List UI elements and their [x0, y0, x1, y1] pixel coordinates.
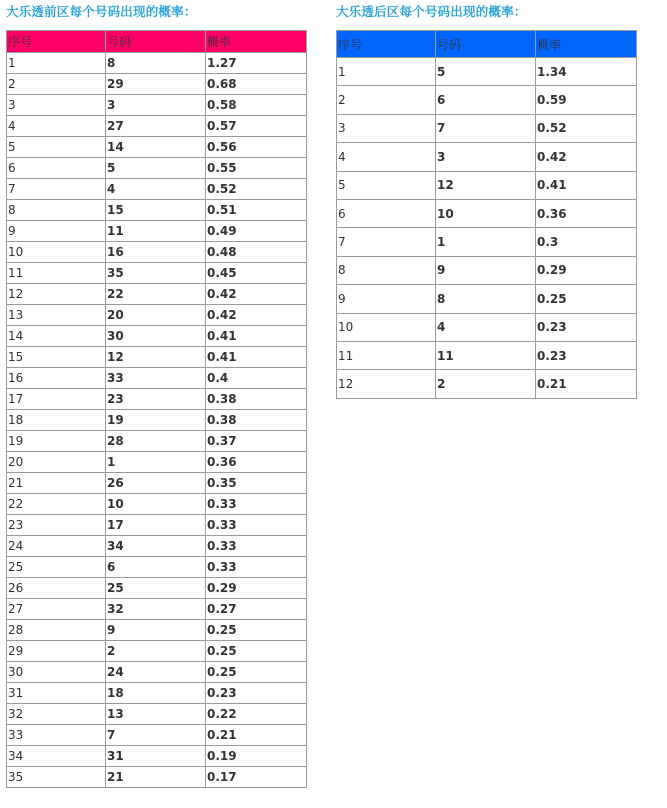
row-number: 23: [106, 389, 206, 410]
row-number: 17: [106, 515, 206, 536]
row-index: 23: [7, 515, 106, 536]
row-index: 7: [337, 228, 436, 256]
row-probability: 0.25: [536, 285, 637, 313]
row-number: 18: [106, 683, 206, 704]
row-index: 32: [7, 704, 106, 725]
table-row: [7, 662, 307, 683]
table-row: [7, 704, 307, 725]
row-number: 34: [106, 536, 206, 557]
row-probability: 0.23: [536, 313, 637, 341]
table-row: [7, 725, 307, 746]
table-row: [337, 370, 637, 398]
row-number: 8: [106, 53, 206, 74]
row-probability: 0.23: [536, 341, 637, 369]
row-index: 11: [337, 341, 436, 369]
row-index: 30: [7, 662, 106, 683]
row-probability: 0.4: [206, 368, 307, 389]
table-row: [7, 431, 307, 452]
row-number: 22: [106, 284, 206, 305]
row-index: 9: [7, 221, 106, 242]
row-number: 27: [106, 116, 206, 137]
row-probability: 0.37: [206, 431, 307, 452]
row-probability: 0.33: [206, 557, 307, 578]
row-index: 4: [337, 143, 436, 171]
row-number: 26: [106, 473, 206, 494]
header-index: 序号: [7, 31, 106, 53]
table-row: [337, 313, 637, 341]
row-index: 1: [337, 58, 436, 86]
row-number: 1: [436, 228, 536, 256]
row-probability: 0.41: [206, 347, 307, 368]
table-row: [7, 74, 307, 95]
row-number: 15: [106, 200, 206, 221]
row-probability: 0.33: [206, 536, 307, 557]
row-probability: 0.27: [206, 599, 307, 620]
row-index: 28: [7, 620, 106, 641]
row-index: 11: [7, 263, 106, 284]
header-probability: 概率: [206, 31, 307, 53]
row-index: 14: [7, 326, 106, 347]
table-row: [7, 200, 307, 221]
row-number: 30: [106, 326, 206, 347]
table-row: [7, 368, 307, 389]
row-probability: 0.36: [536, 199, 637, 227]
back-zone-rows: [337, 58, 637, 399]
row-index: 22: [7, 494, 106, 515]
row-number: 10: [106, 494, 206, 515]
row-number: 9: [436, 256, 536, 284]
row-number: 4: [106, 179, 206, 200]
row-probability: 0.52: [536, 114, 637, 142]
row-number: 7: [436, 114, 536, 142]
row-number: 9: [106, 620, 206, 641]
table-row: [7, 347, 307, 368]
row-index: 12: [337, 370, 436, 398]
row-probability: 0.68: [206, 74, 307, 95]
table-row: [7, 578, 307, 599]
row-probability: 0.58: [206, 95, 307, 116]
row-number: 13: [106, 704, 206, 725]
row-probability: 0.3: [536, 228, 637, 256]
table-row: [7, 515, 307, 536]
row-probability: 0.38: [206, 389, 307, 410]
row-index: 13: [7, 305, 106, 326]
row-number: 33: [106, 368, 206, 389]
table-row: [7, 767, 307, 788]
row-index: 6: [7, 158, 106, 179]
row-number: 31: [106, 746, 206, 767]
front-header-row: [7, 31, 307, 53]
table-row: [7, 263, 307, 284]
table-row: [337, 58, 637, 86]
header-probability: 概率: [536, 31, 637, 58]
table-row: [337, 114, 637, 142]
row-index: 27: [7, 599, 106, 620]
row-index: 21: [7, 473, 106, 494]
table-row: [7, 620, 307, 641]
row-index: 7: [7, 179, 106, 200]
row-number: 24: [106, 662, 206, 683]
header-number: 号码: [106, 31, 206, 53]
row-number: 4: [436, 313, 536, 341]
row-number: 8: [436, 285, 536, 313]
row-probability: 0.45: [206, 263, 307, 284]
row-number: 11: [436, 341, 536, 369]
row-probability: 0.35: [206, 473, 307, 494]
row-probability: 1.27: [206, 53, 307, 74]
row-probability: 0.25: [206, 662, 307, 683]
row-index: 3: [337, 114, 436, 142]
row-number: 35: [106, 263, 206, 284]
row-probability: 0.41: [536, 171, 637, 199]
row-index: 12: [7, 284, 106, 305]
row-index: 6: [337, 199, 436, 227]
row-number: 3: [106, 95, 206, 116]
row-number: 29: [106, 74, 206, 95]
front-zone-panel: [6, 0, 306, 788]
row-probability: 0.33: [206, 494, 307, 515]
row-index: 2: [337, 86, 436, 114]
table-row: [337, 171, 637, 199]
row-number: 11: [106, 221, 206, 242]
table-row: [7, 158, 307, 179]
row-index: 8: [337, 256, 436, 284]
row-index: 10: [337, 313, 436, 341]
row-number: 2: [106, 641, 206, 662]
row-number: 28: [106, 431, 206, 452]
table-row: [7, 410, 307, 431]
row-probability: 1.34: [536, 58, 637, 86]
table-row: [7, 179, 307, 200]
table-row: [7, 746, 307, 767]
row-number: 1: [106, 452, 206, 473]
row-index: 26: [7, 578, 106, 599]
row-index: 1: [7, 53, 106, 74]
back-zone-table: [336, 30, 637, 399]
row-index: 16: [7, 368, 106, 389]
table-row: [7, 137, 307, 158]
row-probability: 0.51: [206, 200, 307, 221]
row-index: 8: [7, 200, 106, 221]
row-index: 31: [7, 683, 106, 704]
row-probability: 0.52: [206, 179, 307, 200]
row-index: 15: [7, 347, 106, 368]
back-zone-panel: [336, 0, 636, 399]
row-index: 29: [7, 641, 106, 662]
row-number: 19: [106, 410, 206, 431]
row-index: 2: [7, 74, 106, 95]
table-row: [7, 116, 307, 137]
row-index: 3: [7, 95, 106, 116]
row-number: 5: [106, 158, 206, 179]
table-row: [7, 389, 307, 410]
row-index: 4: [7, 116, 106, 137]
row-index: 5: [337, 171, 436, 199]
row-number: 21: [106, 767, 206, 788]
row-probability: 0.38: [206, 410, 307, 431]
row-probability: 0.59: [536, 86, 637, 114]
table-row: [7, 305, 307, 326]
front-zone-table: [6, 30, 307, 788]
row-number: 2: [436, 370, 536, 398]
row-index: 33: [7, 725, 106, 746]
row-number: 16: [106, 242, 206, 263]
row-index: 35: [7, 767, 106, 788]
row-probability: 0.29: [206, 578, 307, 599]
row-index: 18: [7, 410, 106, 431]
row-index: 17: [7, 389, 106, 410]
header-number: 号码: [436, 31, 536, 58]
row-number: 10: [436, 199, 536, 227]
row-probability: 0.49: [206, 221, 307, 242]
table-row: [337, 86, 637, 114]
row-number: 25: [106, 578, 206, 599]
row-index: 9: [337, 285, 436, 313]
row-index: 24: [7, 536, 106, 557]
table-row: [7, 326, 307, 347]
table-row: [7, 641, 307, 662]
back-header-row: [337, 31, 637, 58]
table-row: [337, 143, 637, 171]
table-row: [7, 536, 307, 557]
row-probability: 0.56: [206, 137, 307, 158]
row-index: 5: [7, 137, 106, 158]
front-zone-rows: [7, 53, 307, 788]
table-row: [337, 285, 637, 313]
table-row: [7, 221, 307, 242]
row-probability: 0.25: [206, 620, 307, 641]
row-probability: 0.19: [206, 746, 307, 767]
row-number: 20: [106, 305, 206, 326]
row-probability: 0.41: [206, 326, 307, 347]
table-row: [337, 256, 637, 284]
table-row: [7, 95, 307, 116]
row-probability: 0.42: [536, 143, 637, 171]
table-row: [7, 599, 307, 620]
table-row: [7, 683, 307, 704]
row-probability: 0.21: [206, 725, 307, 746]
row-index: 19: [7, 431, 106, 452]
row-number: 6: [106, 557, 206, 578]
row-number: 32: [106, 599, 206, 620]
row-probability: 0.57: [206, 116, 307, 137]
row-probability: 0.21: [536, 370, 637, 398]
row-index: 20: [7, 452, 106, 473]
table-row: [337, 341, 637, 369]
table-row: [7, 242, 307, 263]
header-index: 序号: [337, 31, 436, 58]
table-row: [337, 228, 637, 256]
table-row: [7, 452, 307, 473]
row-probability: 0.42: [206, 284, 307, 305]
table-row: [337, 199, 637, 227]
row-number: 6: [436, 86, 536, 114]
table-row: [7, 284, 307, 305]
row-probability: 0.48: [206, 242, 307, 263]
row-number: 3: [436, 143, 536, 171]
row-probability: 0.25: [206, 641, 307, 662]
row-probability: 0.33: [206, 515, 307, 536]
table-row: [7, 473, 307, 494]
back-zone-title: 大乐透后区每个号码出现的概率：: [336, 4, 527, 19]
row-probability: 0.22: [206, 704, 307, 725]
row-probability: 0.23: [206, 683, 307, 704]
table-row: [7, 53, 307, 74]
row-index: 25: [7, 557, 106, 578]
row-number: 7: [106, 725, 206, 746]
row-probability: 0.42: [206, 305, 307, 326]
row-probability: 0.29: [536, 256, 637, 284]
row-index: 10: [7, 242, 106, 263]
row-number: 5: [436, 58, 536, 86]
row-probability: 0.36: [206, 452, 307, 473]
front-zone-title: 大乐透前区每个号码出现的概率：: [6, 4, 197, 19]
table-row: [7, 494, 307, 515]
table-row: [7, 557, 307, 578]
row-index: 34: [7, 746, 106, 767]
row-probability: 0.55: [206, 158, 307, 179]
row-number: 12: [436, 171, 536, 199]
row-probability: 0.17: [206, 767, 307, 788]
row-number: 12: [106, 347, 206, 368]
row-number: 14: [106, 137, 206, 158]
